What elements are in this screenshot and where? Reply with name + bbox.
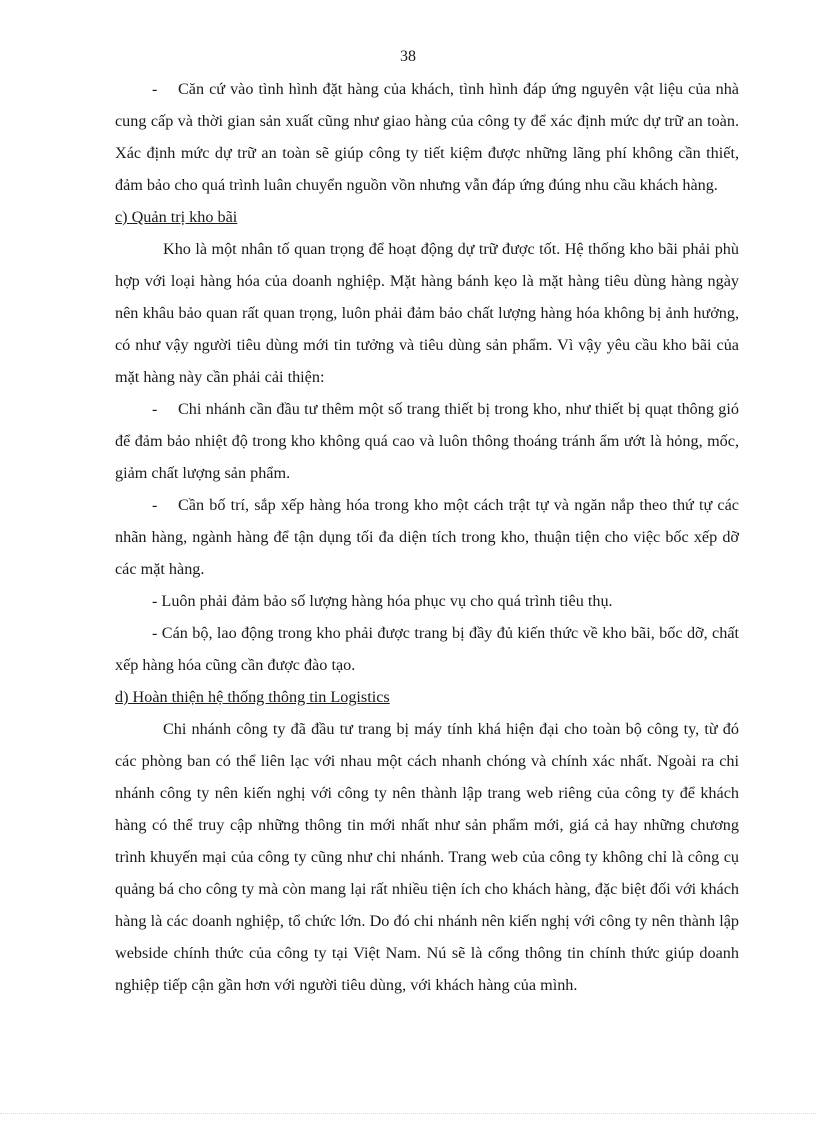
paragraph-arrangement bbox=[115, 489, 739, 585]
page-bottom-divider bbox=[0, 1113, 816, 1114]
bullet-dash: - bbox=[152, 400, 158, 418]
paragraph-text: Chi nhánh cần đầu tư thêm một số trang thiết bị trong kho, như thiết bị quạt thông gió để đảm bảo nhiệt độ trong kho không quá cao và luôn thông thoáng tránh ẩm ướt là hỏng, mốc, giảm chất lượng sản phẩm. bbox=[115, 400, 739, 482]
paragraph-staff-training: - Cán bộ, lao động trong kho phải được trang bị đầy đủ kiến thức về kho bãi, bốc dỡ, chất xếp hàng hóa cũng cần được đào tạo. bbox=[115, 624, 739, 674]
bullet-dash: - bbox=[152, 496, 158, 514]
page-body bbox=[115, 73, 739, 1001]
paragraph-safety-stock bbox=[115, 73, 739, 201]
bullet-dash: - bbox=[152, 80, 158, 98]
page-number: 38 bbox=[400, 48, 416, 65]
paragraph-quantity: - Luôn phải đảm bảo số lượng hàng hóa phục vụ cho quá trình tiêu thụ. bbox=[152, 592, 613, 610]
section-heading-logistics: d) Hoàn thiện hệ thống thông tin Logistics bbox=[115, 688, 390, 706]
section-heading-warehouse: c) Quản trị kho bãi bbox=[115, 208, 238, 226]
paragraph-logistics-info: Chi nhánh công ty đã đầu tư trang bị máy tính khá hiện đại cho toàn bộ công ty, từ đó các phòng ban có thể liên lạc với nhau một cách nhanh chóng và chính xác nhất. Ngoài ra chi nhánh công ty nên kiến nghị với công ty nên thành lập trang web riêng của công ty để khách hàng có thể truy cập những thông tin mới nhất như sản phẩm mới, giá cả hay những chương trình khuyến mại của công ty cũng như chi nhánh. Trang web của công ty không chỉ là công cụ quảng bá cho công ty mà còn mang lại rất nhiều tiện ích cho khách hàng, đặc biệt đối với khách hàng là các doanh nghiệp, tổ chức lớn. Do đó chi nhánh nên kiến nghị với công ty nên thành lập webside chính thức của công ty tại Việt Nam. Nú sẽ là cổng thông tin chính thức giúp doanh nghiệp tiếp cận gần hơn với người tiêu dùng, với khách hàng của mình. bbox=[115, 720, 739, 994]
paragraph-text: Cần bố trí, sắp xếp hàng hóa trong kho một cách trật tự và ngăn nắp theo thứ tự các nhãn hàng, ngành hàng để tận dụng tối đa diện tích trong kho, thuận tiện cho việc bốc xếp dỡ các mặt hàng. bbox=[115, 496, 739, 578]
paragraph-equipment bbox=[115, 393, 739, 489]
paragraph-warehouse-intro: Kho là một nhân tố quan trọng để hoạt động dự trữ được tốt. Hệ thống kho bãi phải phù hợp với loại hàng hóa của doanh nghiệp. Mặt hàng bánh kẹo là mặt hàng tiêu dùng hàng ngày nên khâu bảo quan rất quan trọng, luôn phải đảm bảo chất lượng hàng hóa không bị ảnh hưởng, có như vậy người tiêu dùng mới tin tưởng và tiêu dùng sản phẩm. Vì vậy yêu cầu kho bãi của mặt hàng này cần phải cải thiện: bbox=[115, 240, 739, 386]
paragraph-text: Căn cứ vào tình hình đặt hàng của khách, tình hình đáp ứng nguyên vật liệu của nhà cung cấp và thời gian sản xuất cũng như giao hàng của công ty để xác định mức dự trữ an toàn. Xác định mức dự trữ an toàn sẽ giúp công ty tiết kiệm được những lãng phí không cần thiết, đảm bảo cho quá trình luân chuyển nguồn vồn nhưng vẫn đáp ứng đúng nhu cầu khách hàng. bbox=[115, 80, 739, 194]
